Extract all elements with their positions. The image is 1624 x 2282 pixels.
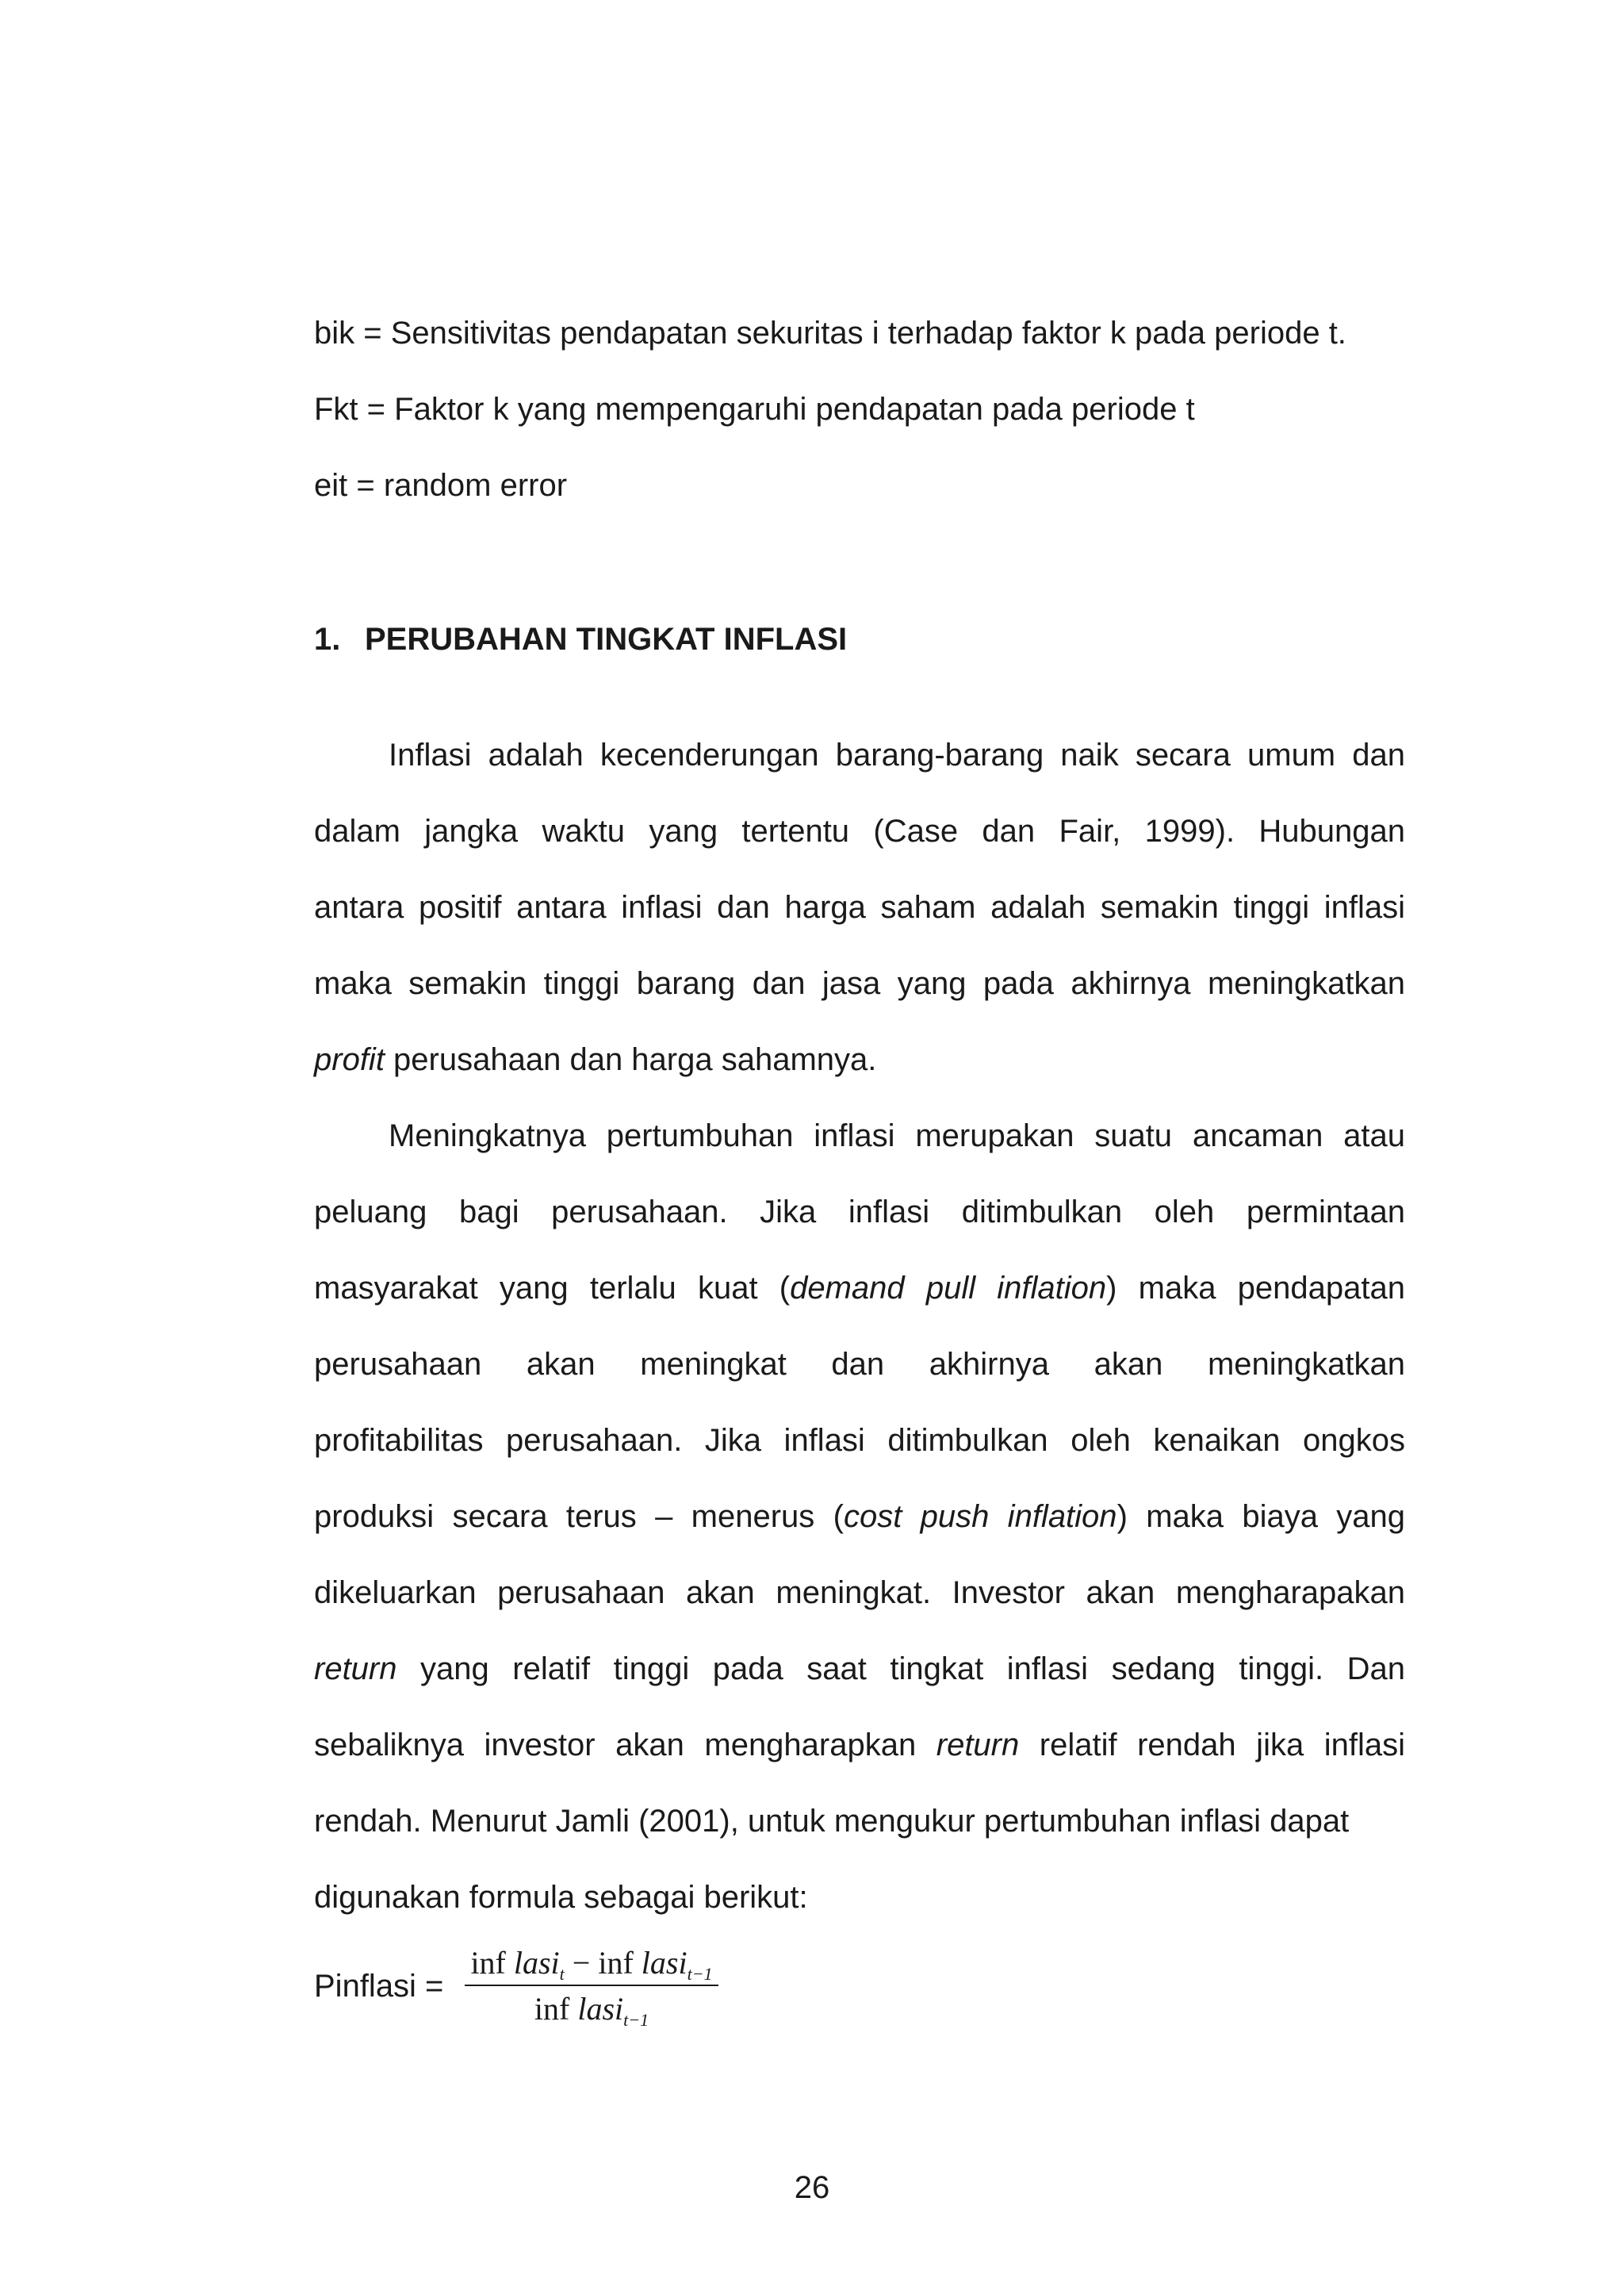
- formula-lasi-1: lasi: [513, 1945, 560, 1981]
- paragraph2-line11: digunakan formula sebagai berikut:: [314, 1880, 808, 1915]
- paragraph2-line6-a: produksi secara terus – menerus (: [314, 1499, 844, 1534]
- definition-fkt: Fkt = Faktor k yang mempengaruhi pendapatan pada periode t: [314, 392, 1195, 427]
- formula-lasi-2: lasi: [641, 1945, 688, 1981]
- italic-cost-push-inflation: cost push inflation: [843, 1499, 1117, 1534]
- formula-inf-1: inf: [470, 1945, 506, 1981]
- italic-return: return: [314, 1651, 397, 1686]
- definition-bik: bik = Sensitivitas pendapatan sekuritas i terhadap faktor k pada periode t.: [314, 316, 1346, 351]
- paragraph2-line1: Meningkatnya pertumbuhan inflasi merupakan suatu ancaman atau: [389, 1118, 1405, 1153]
- paragraph2-line3-b: ) maka pendapatan: [1106, 1271, 1405, 1306]
- paragraph1-line4: maka semakin tinggi barang dan jasa yang pada akhirnya meningkatkan: [314, 966, 1405, 1001]
- paragraph2-line6: [314, 1498, 1405, 1536]
- formula-numerator: [465, 1943, 718, 1983]
- section-heading: [314, 620, 847, 658]
- section-number: 1.: [314, 622, 341, 657]
- paragraph2-line8: [314, 1650, 1405, 1688]
- paragraph1-line1: Inflasi adalah kecenderungan barang-barang naik secara umum dan: [389, 738, 1405, 773]
- formula-label: Pinflasi =: [314, 1969, 444, 2004]
- paragraph2-line6-b: ) maka biaya yang: [1116, 1499, 1406, 1534]
- formula-lasi-3: lasi: [577, 1991, 624, 2027]
- paragraph2-line9-a: sebaliknya investor akan mengharapkan: [314, 1728, 936, 1762]
- italic-demand-pull-inflation: demand pull inflation: [790, 1271, 1107, 1306]
- paragraph2-line10: rendah. Menurut Jamli (2001), untuk mengukur pertumbuhan inflasi dapat: [314, 1804, 1350, 1839]
- italic-profit: profit: [314, 1042, 385, 1077]
- paragraph1-line5: [314, 1041, 876, 1079]
- formula-sub-t: t: [559, 1964, 565, 1984]
- definition-eit: eit = random error: [314, 468, 568, 503]
- paragraph2-line9-b: relatif rendah jika inflasi: [1019, 1728, 1405, 1762]
- inflation-formula: [465, 1943, 718, 2029]
- formula-denominator: [465, 1989, 718, 2029]
- formula-sub-t-minus-1-den: t−1: [623, 2010, 649, 2030]
- paragraph2-line7: dikeluarkan perusahaan akan meningkat. Investor akan mengharapakan: [314, 1575, 1405, 1610]
- italic-return-2: return: [936, 1728, 1020, 1762]
- paragraph1-line2: dalam jangka waktu yang tertentu (Case dan Fair, 1999). Hubungan: [314, 814, 1405, 849]
- formula-inf-3: inf: [534, 1991, 570, 2027]
- section-title: PERUBAHAN TINGKAT INFLASI: [365, 622, 848, 657]
- paragraph2-line3: [314, 1269, 1405, 1307]
- formula-inf-2: inf: [598, 1945, 634, 1981]
- paragraph2-line8-rest: yang relatif tinggi pada saat tingkat inflasi sedang tinggi. Dan: [396, 1651, 1405, 1686]
- fraction-bar: [465, 1985, 718, 1986]
- paragraph2-line3-a: masyarakat yang terlalu kuat (: [314, 1271, 791, 1306]
- formula-sub-t-minus-1: t−1: [687, 1964, 713, 1984]
- formula-minus: −: [572, 1945, 591, 1981]
- paragraph1-line3: antara positif antara inflasi dan harga saham adalah semakin tinggi inflasi: [314, 890, 1405, 925]
- paragraph1-line5-rest: perusahaan dan harga sahamnya.: [384, 1042, 877, 1077]
- page-number: 26: [794, 2170, 830, 2205]
- paragraph2-line5: profitabilitas perusahaan. Jika inflasi ditimbulkan oleh kenaikan ongkos: [314, 1423, 1405, 1458]
- paragraph2-line2: peluang bagi perusahaan. Jika inflasi ditimbulkan oleh permintaan: [314, 1195, 1405, 1229]
- paragraph2-line9: [314, 1726, 1405, 1764]
- paragraph2-line4: perusahaan akan meningkat dan akhirnya akan meningkatkan: [314, 1347, 1405, 1382]
